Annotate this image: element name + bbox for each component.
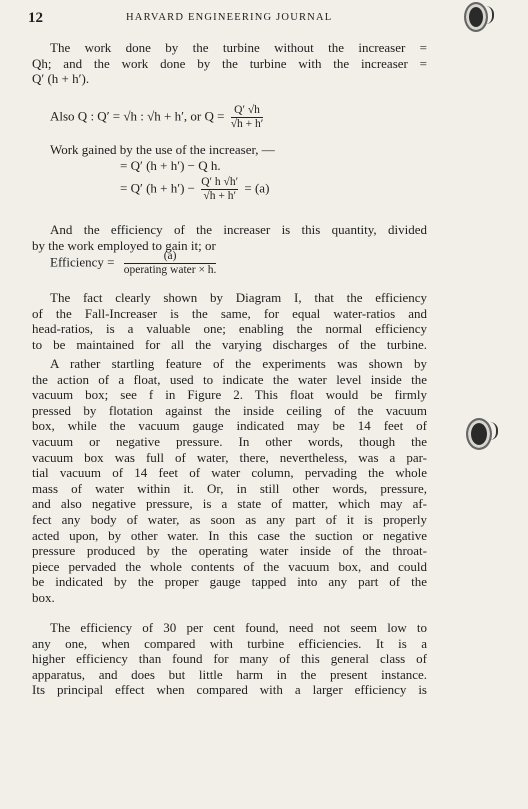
text-line: vacuum or negative pressure. In other words, though the [32,433,427,449]
equation-efficiency [50,250,219,277]
binder-hole-icon [466,418,492,450]
text-line: apparatus, and does but little harm in the present instance. [32,666,427,682]
text-line: tial vacuum of 14 feet of water column, pervading the whole [32,465,427,481]
equation-work-a: = Q′ (h + h′) − Q h. [120,158,221,173]
page-number: 12 [28,10,43,26]
text-line: The fact clearly shown by Diagram I, that the efficiency [50,290,427,305]
text-line: the action of a float, used to indicate the water level inside the [32,371,427,387]
fraction-denominator: operating water × h. [123,264,217,276]
paragraph-work-done [32,40,427,87]
text-line: and also negative pressure, is a state of matter, which may af- [32,496,427,512]
equation-lead: Also Q : Q′ = √h : √h + h′, or Q = [50,108,225,124]
equation-fraction [201,176,238,203]
text-line: be indicated by the proper gauge tapped into any part of the [32,574,427,590]
text-line: pressed by flotation against the inside ceiling of the vacuum [32,402,427,418]
paragraph-efficiency-comparison [32,620,427,698]
paragraph-diagram [32,290,427,352]
text-line: Qh; and the work done by the turbine with the increaser = [32,55,427,71]
equation-lead: = Q′ (h + h′) − [120,180,195,196]
fraction-numerator: (a) [163,250,177,262]
text-line: Its principal effect when compared with a larger efficiency is [32,682,427,698]
fraction-numerator: Q′ √h [234,104,260,116]
text-line: piece pervaded the whole contents of the vacuum box, and could [32,558,427,574]
text-line: Q′ (h + h′). [32,71,90,87]
fraction-denominator: √h + h′ [203,190,236,202]
paragraph-efficiency-intro [32,222,427,253]
text-line: to be maintained for all the varying discharges of the turbine. [32,336,427,352]
text-line: fect any body of water, as soon as any part of it is properly [32,511,427,527]
equation-work-b [120,176,269,203]
text-line: mass of water within it. Or, in still other words, pressure, [32,480,427,496]
journal-title: HARVARD ENGINEERING JOURNAL [126,12,333,23]
equation-lead: Efficiency = [50,254,115,270]
text-line: A rather startling feature of the experiments was shown by [50,356,427,371]
text-line: The work done by the turbine without the increaser = [50,40,427,55]
text-line: box. [32,589,55,605]
text-line: higher efficiency than found for many of this general class of [32,651,427,667]
text-line: of the Fall-Increaser is the same, for equal water-ratios and [32,305,427,321]
work-gained-intro: Work gained by the use of the increaser, — [50,142,275,157]
text-line: vacuum box; see f in Figure 2. This float would be firmly [32,387,427,403]
text-line: any one, when compared with turbine efficiencies. It is a [32,635,427,651]
text-line: And the efficiency of the increaser is this quantity, divided [50,222,427,237]
text-line: The efficiency of 30 per cent found, need not seem low to [50,620,427,635]
text-line: head-ratios, is a valuable one; enabling the normal efficiency [32,321,427,337]
fraction-denominator: √h + h′ [230,118,264,130]
binder-hole-edge-icon [486,6,494,24]
equation-tail: = (a) [244,180,270,196]
paragraph-float [32,356,427,606]
text-line: vacuum box was full of water, there, nevertheless, was a par- [32,449,427,465]
text-line: box, while the vacuum gauge indicated may be 14 feet of [32,418,427,434]
text-line: by the work employed to gain it; or [32,237,216,253]
equation-ratio [50,104,266,131]
equation-fraction [124,250,217,277]
binder-hole-edge-icon [490,422,498,440]
text-line: pressure produced by the operating water inside of the throat- [32,543,427,559]
equation-fraction [231,104,264,131]
binder-hole-icon [464,2,488,32]
page-header [28,10,468,28]
text-line: acted upon, by other water. In this case the suction or negative [32,527,427,543]
fraction-numerator: Q′ h √h′ [201,176,239,188]
